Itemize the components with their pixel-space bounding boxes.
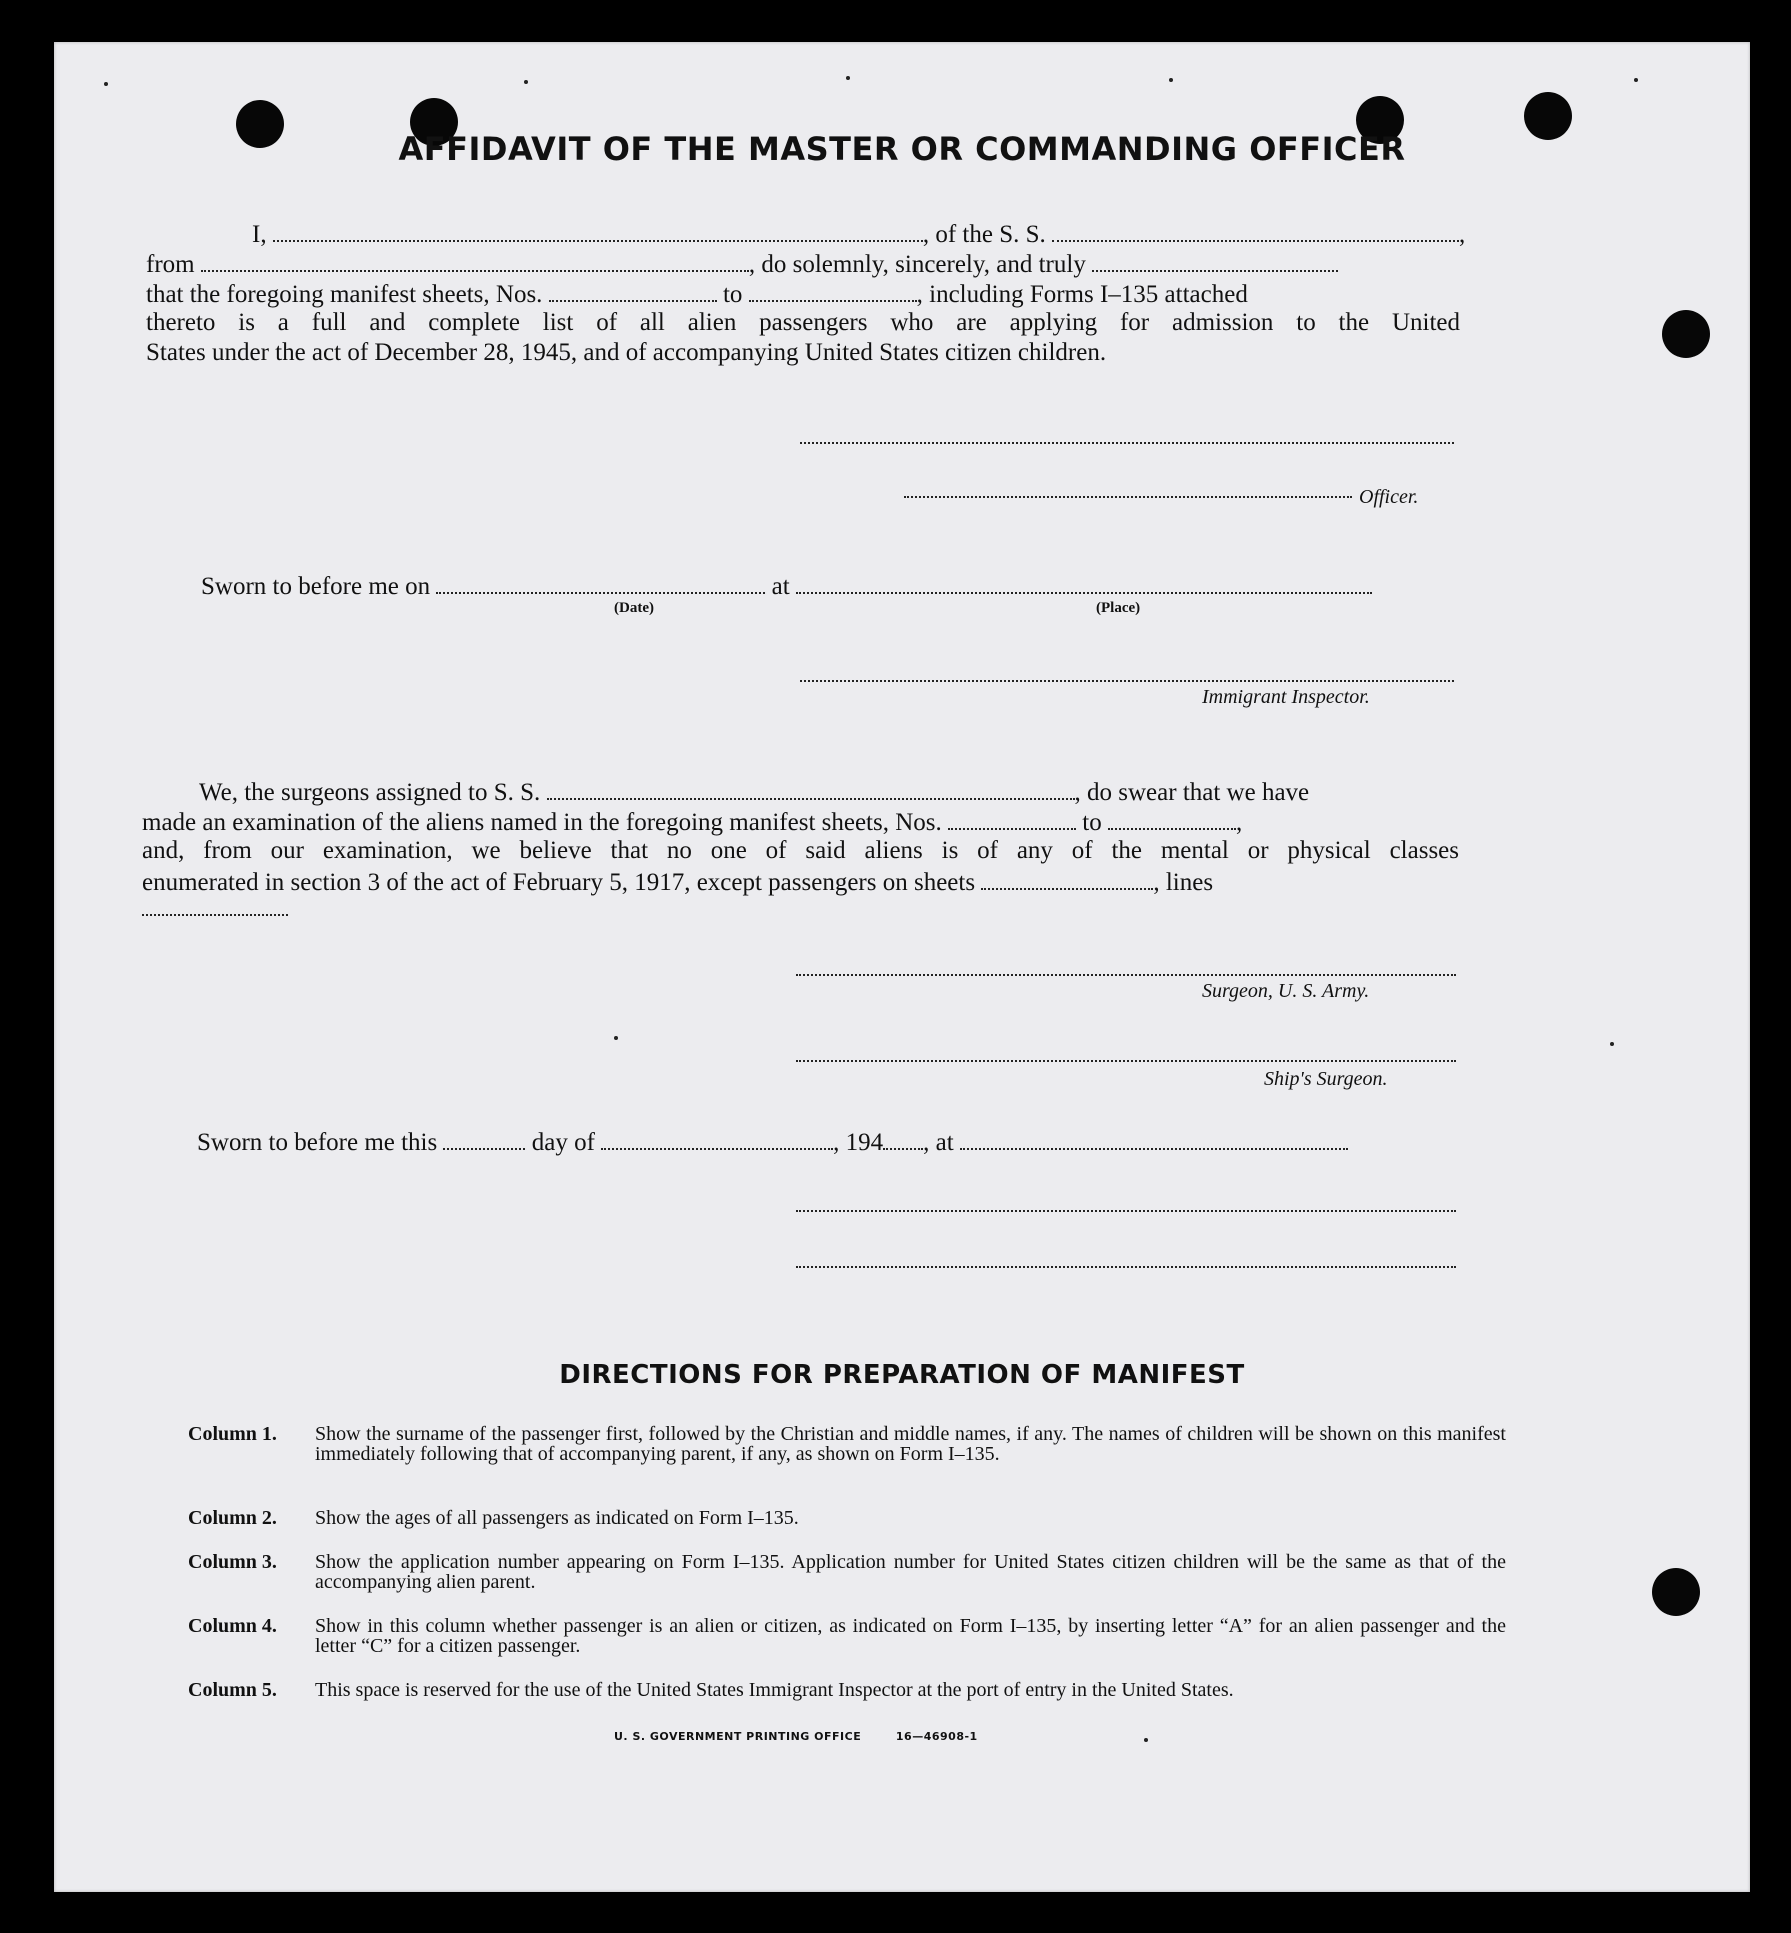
surgeons-text: to [1082, 809, 1102, 836]
officer-signature-line[interactable] [800, 442, 1454, 444]
signature-line[interactable] [796, 1266, 1456, 1268]
surgeon-sheet-to-field[interactable] [1108, 806, 1236, 830]
printer-name: U. S. GOVERNMENT PRINTING OFFICE [614, 1730, 862, 1743]
inspector-label: Immigrant Inspector. [1202, 686, 1370, 708]
direction-label: Column 1. [188, 1423, 277, 1445]
affidavit-text: that the foregoing manifest sheets, Nos. [146, 281, 543, 308]
affidavit-line-5: States under the act of December 28, 1945, and of accompanying United States citizen children. [146, 339, 1107, 366]
surgeons-text: enumerated in section 3 of the act of February 5, 1917, except passengers on sheets [142, 869, 976, 896]
surgeons-text: We, the surgeons assigned to S. S. [199, 779, 541, 806]
direction-label: Column 4. [188, 1615, 277, 1637]
affidavit-line-2 [146, 248, 1511, 280]
surgeons-text: made an examination of the aliens named in the foregoing manifest sheets, Nos. [142, 809, 942, 836]
form-code: 16—46908-1 [895, 1730, 978, 1743]
affidavit-text: , including Forms I–135 attached [916, 281, 1248, 308]
direction-label: Column 3. [188, 1551, 277, 1573]
direction-text: Show in this column whether passenger is an alien or citizen, as indicated on Form I–135, by inserting letter “A” for an alien passenger and the letter “C” for a citizen passenger. [315, 1615, 1506, 1657]
surgeons-text: , do swear that we have [1074, 779, 1310, 806]
surgeons-text: , lines [1153, 869, 1214, 896]
ship-surgeon-signature-line[interactable] [796, 1060, 1456, 1062]
affidavit-text: to [722, 281, 743, 308]
sworn-year-field[interactable] [883, 1126, 923, 1150]
sheet-from-field[interactable] [549, 278, 717, 302]
ship-name-field[interactable] [1052, 218, 1459, 242]
from-port-field[interactable] [201, 248, 749, 272]
except-sheets-field[interactable] [981, 866, 1153, 890]
signature-line[interactable] [796, 1210, 1456, 1212]
ship-surgeon-label: Ship's Surgeon. [1264, 1068, 1388, 1090]
officer-label: Officer. [1359, 486, 1419, 508]
affidavit-text: , of the S. S. [922, 221, 1046, 248]
form-page [54, 42, 1750, 1892]
printer-imprint [614, 1730, 978, 1743]
direction-label: Column 5. [188, 1679, 277, 1701]
sworn-place-field[interactable] [796, 570, 1372, 594]
except-lines-field[interactable] [142, 914, 288, 916]
speck [1169, 78, 1173, 82]
affidavit-line-1 [197, 218, 1511, 250]
date-caption: (Date) [614, 600, 654, 616]
sworn-at-field[interactable] [960, 1126, 1348, 1150]
surgeons-line-2 [142, 806, 1459, 838]
master-name-field[interactable] [273, 218, 923, 242]
affidavit-text: from [146, 251, 195, 278]
sworn2-text: day of [531, 1129, 595, 1156]
direction-text: This space is reserved for the use of the United States Immigrant Inspector at the port of entry in the United States. [315, 1679, 1234, 1701]
surgeons-text: , [1235, 809, 1243, 836]
speck [614, 1036, 618, 1040]
surgeons-line-3: and, from our examination, we believe that no one of said aliens is of any of the mental or physical classes [142, 837, 1459, 864]
sworn-date-field[interactable] [436, 570, 765, 594]
affidavit-text: , [1459, 221, 1466, 248]
sworn-line-2 [197, 1126, 1457, 1158]
surgeon-ship-field[interactable] [547, 776, 1075, 800]
direction-text: Show the surname of the passenger first, followed by the Christian and middle names, if any. The names of children will be shown on this manifest immediately following that of accompanying parent, if any, as shown on Form I–135. [315, 1423, 1506, 1465]
sworn-text: at [771, 573, 790, 600]
direction-label: Column 2. [188, 1507, 277, 1529]
army-surgeon-label: Surgeon, U. S. Army. [1202, 980, 1370, 1002]
sworn2-text: , 194 [833, 1129, 884, 1156]
surgeon-sheet-from-field[interactable] [948, 806, 1076, 830]
punch-hole [1652, 1568, 1700, 1616]
sworn2-text: , at [923, 1129, 954, 1156]
affidavit-line-3 [146, 278, 1511, 310]
direction-text: Show the ages of all passengers as indicated on Form I–135. [315, 1507, 799, 1529]
army-surgeon-signature-line[interactable] [796, 974, 1456, 976]
sworn-line-1 [201, 570, 1454, 602]
surgeons-line-4 [142, 866, 1459, 898]
surgeons-line-1 [199, 776, 1459, 808]
place-caption: (Place) [1096, 600, 1141, 616]
affidavit-title: AFFIDAVIT OF THE MASTER OR COMMANDING OFFICER [398, 130, 1406, 168]
sworn2-text: Sworn to before me this [197, 1129, 438, 1156]
sworn-text: Sworn to before me on [201, 573, 431, 600]
sworn-day-field[interactable] [443, 1126, 525, 1150]
speck [1610, 1042, 1614, 1046]
punch-hole [1662, 310, 1710, 358]
affidavit-text: I, [252, 221, 267, 248]
speck [1634, 78, 1638, 82]
speck [524, 80, 528, 84]
inspector-signature-line[interactable] [800, 680, 1454, 682]
affidavit-line-4: thereto is a full and complete list of all alien passengers who are applying for admission to the United [146, 309, 1460, 336]
speck [1144, 1738, 1148, 1742]
affidavit-text: , do solemnly, sincerely, and truly [748, 251, 1086, 278]
officer-title-line[interactable] [904, 496, 1352, 498]
sworn-month-field[interactable] [601, 1126, 833, 1150]
speck [104, 82, 108, 86]
affirm-field[interactable] [1092, 248, 1338, 272]
speck [846, 76, 850, 80]
directions-title: DIRECTIONS FOR PREPARATION OF MANIFEST [559, 1360, 1245, 1390]
sheet-to-field[interactable] [749, 278, 917, 302]
direction-text: Show the application number appearing on Form I–135. Application number for United States citizen children will be the same as that of the accompanying alien parent. [315, 1551, 1506, 1593]
